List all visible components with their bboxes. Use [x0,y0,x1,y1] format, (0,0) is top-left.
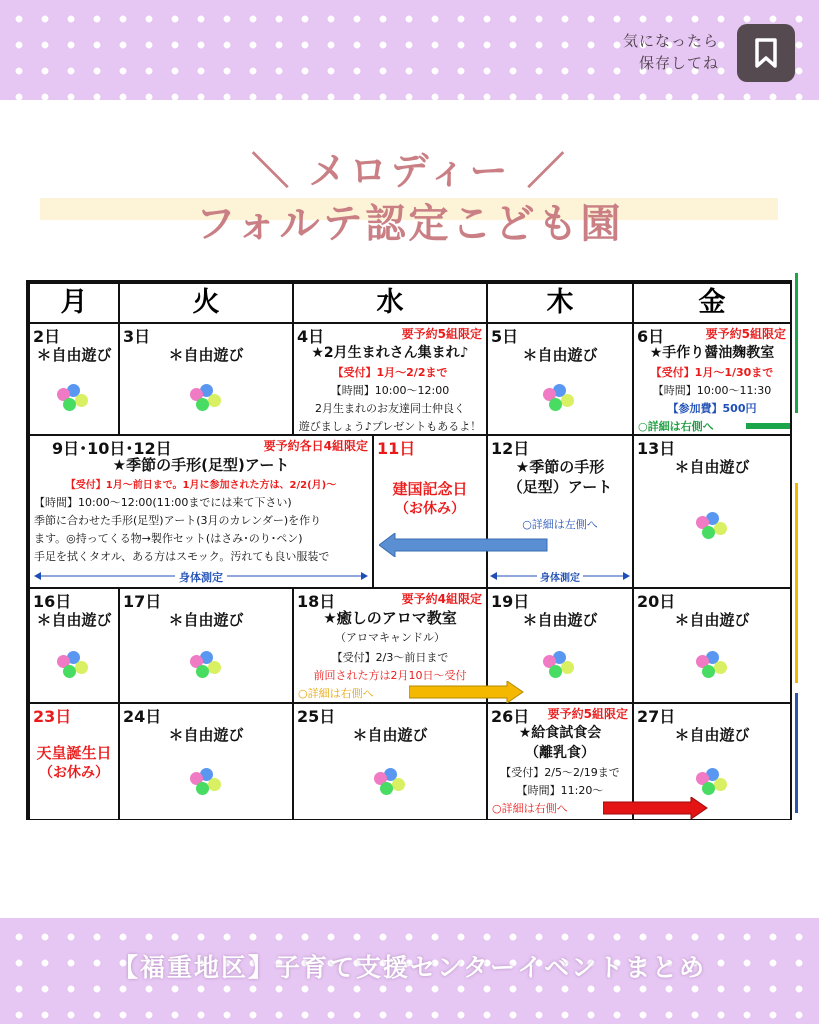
weekday-tue: 火 [119,283,293,323]
event-time: 【時間】11:20～ [516,784,604,797]
event-desc: 季節に合わせた手形(足型)アート(3月のカレンダー)を作り [34,514,322,527]
date-label: 17日 [123,592,162,611]
day-cell-6 [633,323,791,435]
holiday-name: 建国記念日 [392,480,468,498]
date-label: 26日 [491,707,530,726]
event-reception: 【受付】1月～1/30まで [650,366,774,379]
free-play-label: ＊自由遊び [168,611,244,629]
date-label: 16日 [33,592,72,611]
day-cell-11 [373,435,487,588]
day-cell-16 [29,588,119,703]
date-label: 4日 [297,327,325,346]
day-cell-3 [119,323,293,435]
date-label: 3日 [123,327,151,346]
event-desc: 遊びましょう♪プレゼントもあるよ！ [298,420,482,433]
event-subtitle: （離乳食） [525,745,595,761]
event-detail-link: ○詳細は右側へ [492,802,568,815]
save-prompt-line1: 気になったら [622,32,719,50]
body-measure-label: 身体測定 [175,571,227,584]
closed-label: （お休み） [39,765,109,781]
day-cell-25 [293,703,487,820]
title-line1: ＼ メロディー ／ [251,149,568,193]
event-title: （足型）アート [507,478,613,496]
date-label: 5日 [491,327,519,346]
date-label: 25日 [297,707,336,726]
day-cell-12 [487,435,633,588]
weekday-wed: 水 [293,283,487,323]
date-label: 27日 [637,707,676,726]
date-label: 11日 [377,439,416,458]
date-label: 9日･10日･12日 [52,439,172,458]
balloons-icon [696,768,732,800]
event-desc: 手足を拭くタオル、ある方はスモック。汚れても良い服装で [34,550,330,563]
arrow-right-icon [746,420,791,432]
day-cell-4 [293,323,487,435]
arrow-right-icon [409,681,525,703]
holiday-name: 天皇誕生日 [36,744,112,762]
event-time: 【時間】10:00～12:00 [330,384,450,397]
event-desc: 2月生まれのお友達同士仲良く [315,402,465,415]
event-reception: 【受付】1月～2/2まで [332,366,448,379]
event-reception: 【受付】2/5～2/19まで [500,766,620,779]
day-cell-13 [633,435,791,588]
reservation-limit: 要予約5組限定 [705,327,786,341]
date-label: 24日 [123,707,162,726]
bookmark-button[interactable] [737,24,795,82]
day-cell-17 [119,588,293,703]
date-label: 12日 [491,439,530,458]
arrow-right-icon [603,797,709,819]
event-calendar [26,280,792,820]
event-note: 前回された方は2月10日～受付 [313,669,467,682]
reservation-limit: 要予約5組限定 [401,327,482,341]
balloons-icon [696,512,732,544]
event-title: ★2月生まれさん集まれ♪ [311,345,469,361]
balloons-icon [57,384,93,416]
event-reception: 【受付】2/3～前日まで [331,651,449,664]
event-title: ★給食試食会 [518,725,602,741]
date-label: 13日 [637,439,676,458]
balloons-icon [190,651,226,683]
event-title: ★手作り醤油麹教室 [649,345,775,361]
balloons-icon [543,651,579,683]
title-block [0,140,819,249]
free-play-label: ＊自由遊び [522,346,598,364]
free-play-label: ＊自由遊び [352,726,428,744]
reservation-limit: 要予約5組限定 [547,707,628,721]
date-label: 6日 [637,327,665,346]
event-cell-9-10-12 [29,435,373,588]
free-play-label: ＊自由遊び [674,726,750,744]
event-detail-link: ○詳細は左側へ [522,518,598,531]
event-title: ★季節の手形 [515,458,605,476]
arrow-left-icon [379,533,549,557]
event-detail-link: ○詳細は右側へ [298,687,374,700]
balloons-icon [696,651,732,683]
weekday-thu: 木 [487,283,633,323]
balloons-icon [374,768,410,800]
balloons-icon [190,768,226,800]
day-cell-24 [119,703,293,820]
reservation-limit: 要予約各日4組限定 [263,439,368,453]
event-detail-link: ○詳細は右側へ [638,420,714,433]
date-label: 19日 [491,592,530,611]
free-play-label: ＊自由遊び [36,611,112,629]
day-cell-2 [29,323,119,435]
closed-label: （お休み） [395,501,465,517]
free-play-label: ＊自由遊び [36,346,112,364]
day-cell-23 [29,703,119,820]
day-cell-5 [487,323,633,435]
weekday-fri: 金 [633,283,791,323]
date-label: 20日 [637,592,676,611]
title-line2: フォルテ認定こども園 [195,201,624,247]
date-label: 23日 [33,707,72,726]
free-play-label: ＊自由遊び [522,611,598,629]
body-measure-label: 身体測定 [537,573,583,584]
bookmark-icon [754,38,778,68]
event-desc: ます。◎持ってくる物→製作セット(はさみ･のり･ペン) [34,532,303,545]
balloons-icon [57,651,93,683]
free-play-label: ＊自由遊び [168,346,244,364]
balloons-icon [190,384,226,416]
event-title: ★季節の手形(足型)アート [112,456,290,474]
save-prompt-line2: 保存してね [638,54,719,72]
event-title: ★癒しのアロマ教室 [323,609,457,627]
date-label: 18日 [297,592,336,611]
free-play-label: ＊自由遊び [674,611,750,629]
free-play-label: ＊自由遊び [168,726,244,744]
event-time: 【時間】10:00～11:30 [652,384,772,397]
save-prompt [623,30,719,74]
event-reception: 【受付】1月～前日まで。1月に参加された方は、2/2(月)～ [65,480,337,491]
event-subtitle: （アロマキャンドル） [335,631,445,644]
free-play-label: ＊自由遊び [674,458,750,476]
event-time: 【時間】10:00～12:00(11:00までには来て下さい) [34,496,292,509]
day-cell-20 [633,588,791,703]
balloons-icon [543,384,579,416]
reservation-limit: 要予約4組限定 [401,592,482,606]
weekday-mon: 月 [29,283,119,323]
event-fee: 【参加費】500円 [667,402,757,415]
footer-title: 【福重地区】子育て支援センターイベントまとめ [112,953,706,982]
date-label: 2日 [33,327,61,346]
